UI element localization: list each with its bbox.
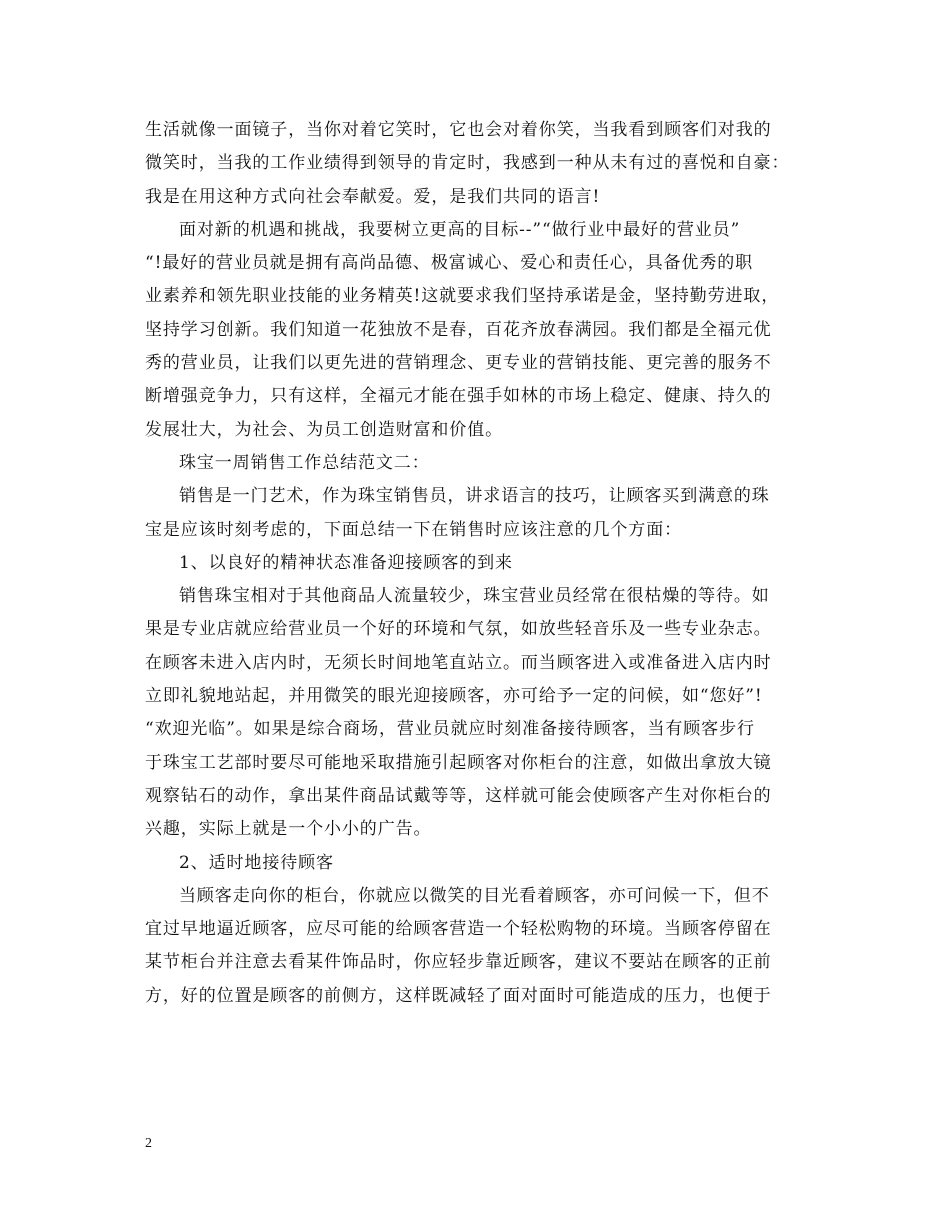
text-line: 2、适时地接待顾客 bbox=[179, 852, 334, 873]
document-body bbox=[145, 114, 805, 1013]
text-line: 方，好的位置是顾客的前侧方，这样既减轻了面对面时可能造成的压力，也便于 bbox=[145, 985, 772, 1006]
text-line: 1、以良好的精神状态准备迎接顾客的到来 bbox=[179, 552, 513, 573]
text-line: 立即礼貌地站起，并用微笑的眼光迎接顾客，亦可给予一定的问候，如“您好”! bbox=[145, 686, 763, 707]
text-line: 坚持学习创新。我们知道一花独放不是春，百花齐放春满园。我们都是全福元优 bbox=[145, 319, 772, 340]
text-line: 珠宝一周销售工作总结范文二： bbox=[179, 452, 430, 473]
text-line: 当顾客走向你的柜台，你就应以微笑的目光看着顾客，亦可问候一下，但不 bbox=[179, 885, 770, 906]
page-number: 2 bbox=[145, 1136, 152, 1151]
text-line: 观察钻石的动作，拿出某件商品试戴等等，这样就可能会使顾客产生对你柜台的 bbox=[145, 785, 772, 806]
text-line: 业素养和领先职业技能的业务精英!这就要求我们坚持承诺是金，坚持勤劳进取， bbox=[145, 286, 780, 307]
text-line: 面对新的机遇和挑战，我要树立更高的目标--”“做行业中最好的营业员” bbox=[179, 219, 741, 240]
text-line: 果是专业店就应给营业员一个好的环境和气氛，如放些轻音乐及一些专业杂志。 bbox=[145, 619, 772, 640]
text-line: 兴趣，实际上就是一个小小的广告。 bbox=[145, 819, 432, 840]
text-line: “欢迎光临”。如果是综合商场，营业员就应时刻准备接待顾客，当有顾客步行 bbox=[145, 719, 755, 740]
text-line: 断增强竞争力，只有这样，全福元才能在强手如林的市场上稳定、健康、持久的 bbox=[145, 386, 772, 407]
text-line: 发展壮大，为社会、为员工创造财富和价值。 bbox=[145, 419, 503, 440]
text-line: 我是在用这种方式向社会奉献爱。爱，是我们共同的语言! bbox=[145, 186, 601, 207]
text-line: 某节柜台并注意去看某件饰品时，你应轻步靠近顾客，建议不要站在顾客的正前 bbox=[145, 952, 772, 973]
text-line: 宝是应该时刻考虑的，下面总结一下在销售时应该注意的几个方面： bbox=[145, 519, 682, 540]
text-line: 在顾客未进入店内时，无须长时间地笔直站立。而当顾客进入或准备进入店内时 bbox=[145, 652, 772, 673]
text-line: 销售是一门艺术，作为珠宝销售员，讲求语言的技巧，让顾客买到满意的珠 bbox=[179, 486, 770, 507]
text-line: 秀的营业员，让我们以更先进的营销理念、更专业的营销技能、更完善的服务不 bbox=[145, 353, 772, 374]
text-line: 生活就像一面镜子，当你对着它笑时，它也会对着你笑，当我看到顾客们对我的 bbox=[145, 120, 772, 140]
text-line: 于珠宝工艺部时要尽可能地采取措施引起顾客对你柜台的注意，如做出拿放大镜 bbox=[145, 752, 772, 773]
text-line: 微笑时，当我的工作业绩得到领导的肯定时，我感到一种从未有过的喜悦和自豪： bbox=[145, 153, 790, 174]
text-line: “!最好的营业员就是拥有高尚品德、极富诚心、爱心和责任心，具备优秀的职 bbox=[145, 253, 754, 274]
text-line: 宜过早地逼近顾客，应尽可能的给顾客营造一个轻松购物的环境。当顾客停留在 bbox=[145, 919, 772, 940]
text-line: 销售珠宝相对于其他商品人流量较少，珠宝营业员经常在很枯燥的等待。如 bbox=[179, 586, 770, 607]
